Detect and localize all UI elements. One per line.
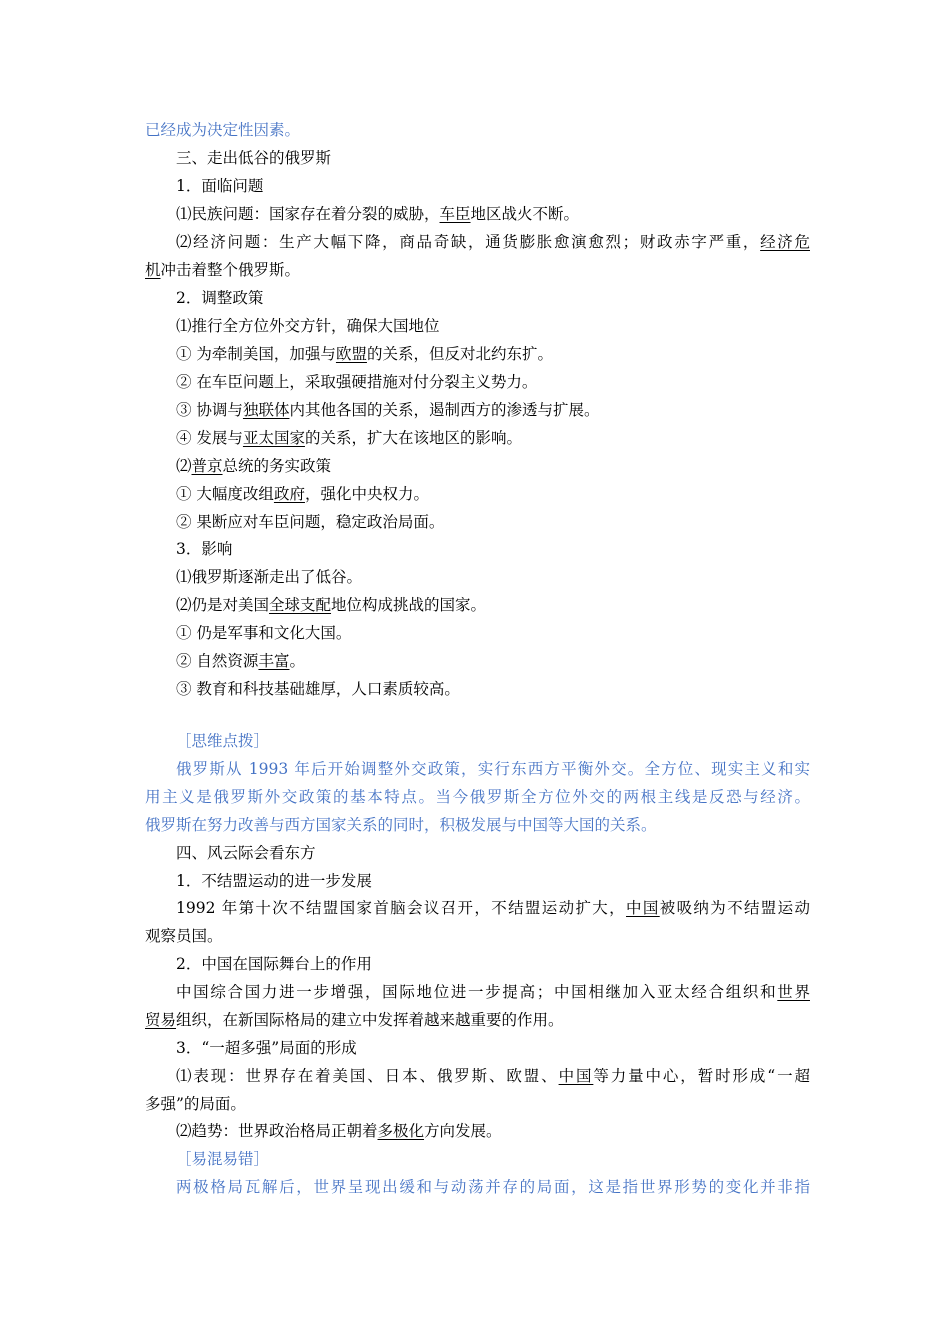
text-segment: ⑴俄罗斯逐渐走出了低谷。 — [176, 568, 363, 586]
text-segment: 方向发展。 — [424, 1122, 502, 1140]
underlined-keyword: 中国 — [558, 1067, 594, 1085]
text-segment: 的关系，但反对北约东扩。 — [366, 345, 553, 363]
text-line — [176, 894, 810, 922]
underlined-keyword: 车臣 — [439, 205, 471, 223]
text-segment: 俄罗斯在努力改善与西方国家关系的同时，积极发展与中国等大国的关系。 — [145, 816, 657, 834]
text-segment: 内其他各国的关系，遏制西方的渗透与扩展。 — [289, 401, 600, 419]
underlined-keyword: 机 — [145, 261, 161, 279]
text-segment: 2．调整政策 — [176, 289, 264, 307]
underlined-keyword: 丰富 — [258, 652, 290, 670]
text-segment: 观察员国。 — [145, 927, 223, 945]
text-line — [176, 727, 810, 755]
text-segment: 1．面临问题 — [176, 177, 264, 195]
text-line — [176, 200, 810, 228]
text-line — [176, 1117, 810, 1145]
text-segment: 地位构成挑战的国家。 — [331, 596, 487, 614]
text-segment: ① 大幅度改组 — [176, 485, 274, 503]
text-segment: ［思维点拨］ — [176, 732, 270, 750]
text-line — [176, 480, 810, 508]
text-segment: ② 自然资源 — [176, 652, 259, 670]
underlined-keyword: 普京 — [191, 457, 223, 475]
underlined-keyword: 中国 — [626, 899, 660, 917]
text-segment: ② 果断应对车臣问题，稳定政治局面。 — [176, 513, 445, 531]
text-line — [145, 256, 810, 284]
text-line — [176, 312, 810, 340]
text-segment: 地区战火不断。 — [470, 205, 580, 223]
text-segment: 3．“一超多强”局面的形成 — [176, 1039, 357, 1057]
underlined-keyword: 独联体 — [242, 401, 290, 419]
text-line — [176, 1173, 810, 1201]
text-segment: 总统的务实政策 — [222, 457, 332, 475]
text-line — [176, 508, 810, 536]
text-line — [176, 1145, 810, 1173]
text-line — [176, 619, 810, 647]
text-segment: 已经成为决定性因素。 — [145, 121, 301, 139]
text-segment: ⑴表现：世界存在着美国、日本、俄罗斯、欧盟、 — [176, 1067, 559, 1085]
text-line — [176, 368, 810, 396]
text-segment: 俄罗斯从 1993 年后开始调整外交政策，实行东西方平衡外交。全方位、现实主义和实 — [176, 760, 810, 778]
text-line — [176, 978, 810, 1006]
underlined-keyword: 政府 — [273, 485, 305, 503]
text-segment: 2．中国在国际舞台上的作用 — [176, 955, 372, 973]
text-line — [176, 591, 810, 619]
text-segment: ② 在车臣问题上，采取强硬措施对付分裂主义势力。 — [176, 373, 538, 391]
text-line — [176, 950, 810, 978]
text-segment: 四、风云际会看东方 — [176, 844, 316, 862]
underlined-keyword: 全球支配 — [269, 596, 332, 614]
text-line — [176, 839, 810, 867]
underlined-keyword: 贸易 — [145, 1011, 177, 1029]
underlined-keyword: 世界 — [777, 983, 810, 1001]
text-segment: 组织，在新国际格局的建立中发挥着越来越重要的作用。 — [176, 1011, 564, 1029]
text-line — [176, 675, 810, 703]
text-segment: ⑴民族问题：国家存在着分裂的威胁， — [176, 205, 440, 223]
text-segment: 三、走出低谷的俄罗斯 — [176, 149, 332, 167]
text-segment: ① 仍是军事和文化大国。 — [176, 624, 352, 642]
text-line — [176, 647, 810, 675]
text-segment: 等力量中心，暂时形成“一超 — [593, 1067, 810, 1085]
text-line — [145, 1006, 810, 1034]
text-line — [145, 922, 810, 950]
text-segment: 冲击着整个俄罗斯。 — [160, 261, 301, 279]
text-segment: ⑵ — [176, 457, 192, 475]
text-segment: 3．影响 — [176, 540, 233, 558]
text-segment: ⑵仍是对美国 — [176, 596, 270, 614]
text-segment: 1992 年第十次不结盟国家首脑会议召开，不结盟运动扩大， — [176, 899, 627, 917]
text-segment: ，强化中央权力。 — [304, 485, 429, 503]
text-line — [145, 1090, 810, 1118]
text-segment: 多强”的局面。 — [145, 1095, 246, 1113]
underlined-keyword: 多极化 — [377, 1122, 425, 1140]
text-segment: ③ 协调与 — [176, 401, 243, 419]
underlined-keyword: 欧盟 — [335, 345, 367, 363]
text-line — [145, 811, 810, 839]
text-segment: ④ 发展与 — [176, 429, 243, 447]
underlined-keyword: 经济危 — [760, 233, 810, 251]
text-segment: ⑵趋势：世界政治格局正朝着 — [176, 1122, 378, 1140]
text-segment: ③ 教育和科技基础雄厚，人口素质较高。 — [176, 680, 460, 698]
text-segment: ① 为牵制美国，加强与 — [176, 345, 336, 363]
underlined-keyword: 亚太国家 — [242, 429, 305, 447]
text-line — [176, 396, 810, 424]
text-line — [176, 424, 810, 452]
text-line — [176, 144, 810, 172]
text-line — [176, 867, 810, 895]
text-line — [176, 340, 810, 368]
text-segment: 1．不结盟运动的进一步发展 — [176, 872, 372, 890]
text-segment: 。 — [289, 652, 305, 670]
text-line — [176, 535, 810, 563]
text-line — [176, 755, 810, 783]
text-segment: 用主义是俄罗斯外交政策的基本特点。当今俄罗斯全方位外交的两根主线是反恐与经济。 — [145, 788, 810, 806]
text-segment: 的关系，扩大在该地区的影响。 — [304, 429, 522, 447]
text-line — [145, 116, 810, 144]
text-line — [176, 172, 810, 200]
text-line — [145, 783, 810, 811]
text-segment: 被吸纳为不结盟运动 — [659, 899, 810, 917]
text-line — [176, 228, 810, 256]
text-segment: 中国综合国力进一步增强，国际地位进一步提高；中国相继加入亚太经合组织和 — [176, 983, 778, 1001]
text-segment: ［易混易错］ — [176, 1150, 270, 1168]
text-segment: ⑵经济问题：生产大幅下降，商品奇缺，通货膨胀愈演愈烈；财政赤字严重， — [176, 233, 761, 251]
text-line — [176, 1034, 810, 1062]
text-line — [176, 452, 810, 480]
text-line — [176, 284, 810, 312]
text-segment: ⑴推行全方位外交方针，确保大国地位 — [176, 317, 440, 335]
text-segment: 两极格局瓦解后，世界呈现出缓和与动荡并存的局面，这是指世界形势的变化并非指 — [176, 1178, 810, 1196]
text-line — [176, 1062, 810, 1090]
text-line — [176, 563, 810, 591]
